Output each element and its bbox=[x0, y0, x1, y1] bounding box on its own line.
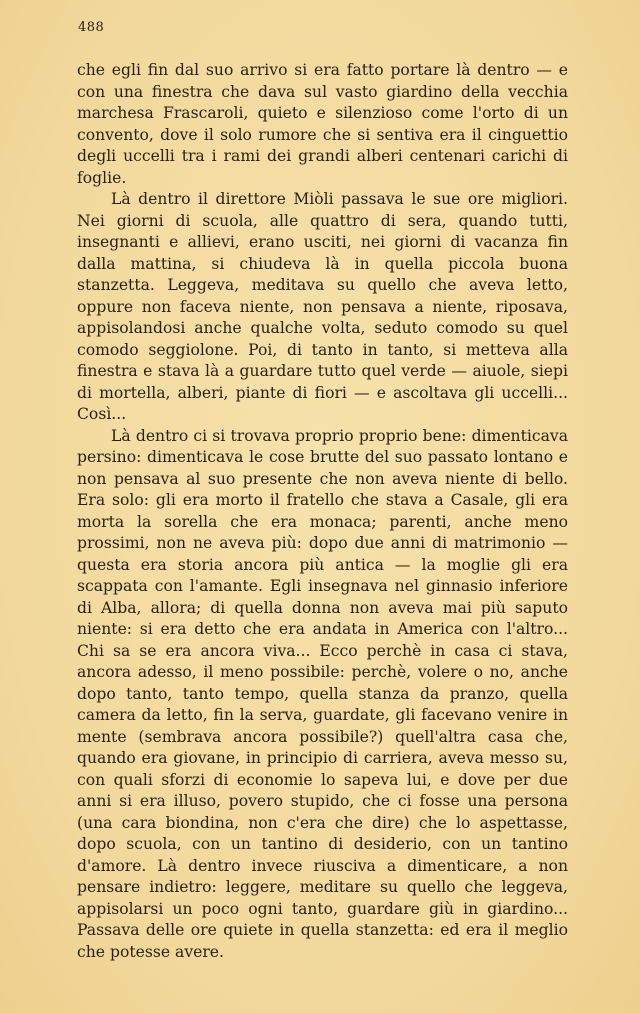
body-text bbox=[77, 60, 568, 963]
paragraph-3: Là dentro ci si trovava proprio proprio bene: dimenticava persino: dimenticava le cose brutte del suo passato lontano e non pensava al suo presente che non aveva niente di bello. Era solo: gli era morto il fratello che stava a Casale, gli era morta la sorella che era monaca; parenti, anche meno prossimi, non ne aveva più: dopo due anni di matrimonio — questa era storia ancora più antica — la moglie gli era scappata con l'amante. Egli insegnava nel ginnasio inferiore di Alba, allora; di quella donna non aveva mai più saputo niente: si era detto che era andata in America con l'altro... Chi sa se era ancora viva... Ecco perchè in casa ci stava, ancora adesso, il meno possibile: perchè, volere o no, anche dopo tanto, tanto tempo, quella stanza da pranzo, quella camera da letto, fin la serva, guardate, gli facevano venire in mente (sembrava ancora possibile?) quell'altra casa che, quando era giovane, in principio di carriera, aveva messo su, con quali sforzi di economie lo sapeva lui, e dove per due anni si era illuso, povero stupido, che ci fosse una persona (una cara biondina, non c'era che dire) che lo aspettasse, dopo scuola, con un tantino di desiderio, con un tantino d'amore. Là dentro invece riusciva a dimenticare, a non pensare indietro: leggere, meditare su quello che leggeva, appisolarsi un poco ogni tanto, guardare giù in giardino... Passava delle ore quiete in quella stanzetta: ed era il meglio che potesse avere. bbox=[77, 426, 568, 961]
page-number: 488 bbox=[78, 20, 105, 35]
paragraph-2: Là dentro il direttore Miòli passava le sue ore migliori. Nei giorni di scuola, alle quattro di sera, quando tutti, insegnanti e allievi, erano usciti, nei giorni di vacanza fin dalla mattina, si chiudeva là in quella piccola buona stanzetta. Leggeva, meditava su quello che aveva letto, oppure non faceva niente, non pensava a niente, riposava, appisolandosi anche qualche volta, seduto comodo su quel comodo seggiolone. Poi, di tanto in tanto, si metteva alla finestra e stava là a guardare tutto quel verde — aiuole, siepi di mortella, alberi, piante di fiori — e ascoltava gli uccelli... Così... bbox=[77, 190, 568, 423]
paragraph-1: che egli fin dal suo arrivo si era fatto portare là dentro — e con una finestra che dava sul vasto giardino della vecchia marchesa Frascaroli, quieto e silenzioso come l'orto di un convento, dove il solo rumore che si sentiva era il cinguettio degli uccelli tra i rami dei grandi alberi centenari carichi di foglie. bbox=[77, 61, 568, 187]
